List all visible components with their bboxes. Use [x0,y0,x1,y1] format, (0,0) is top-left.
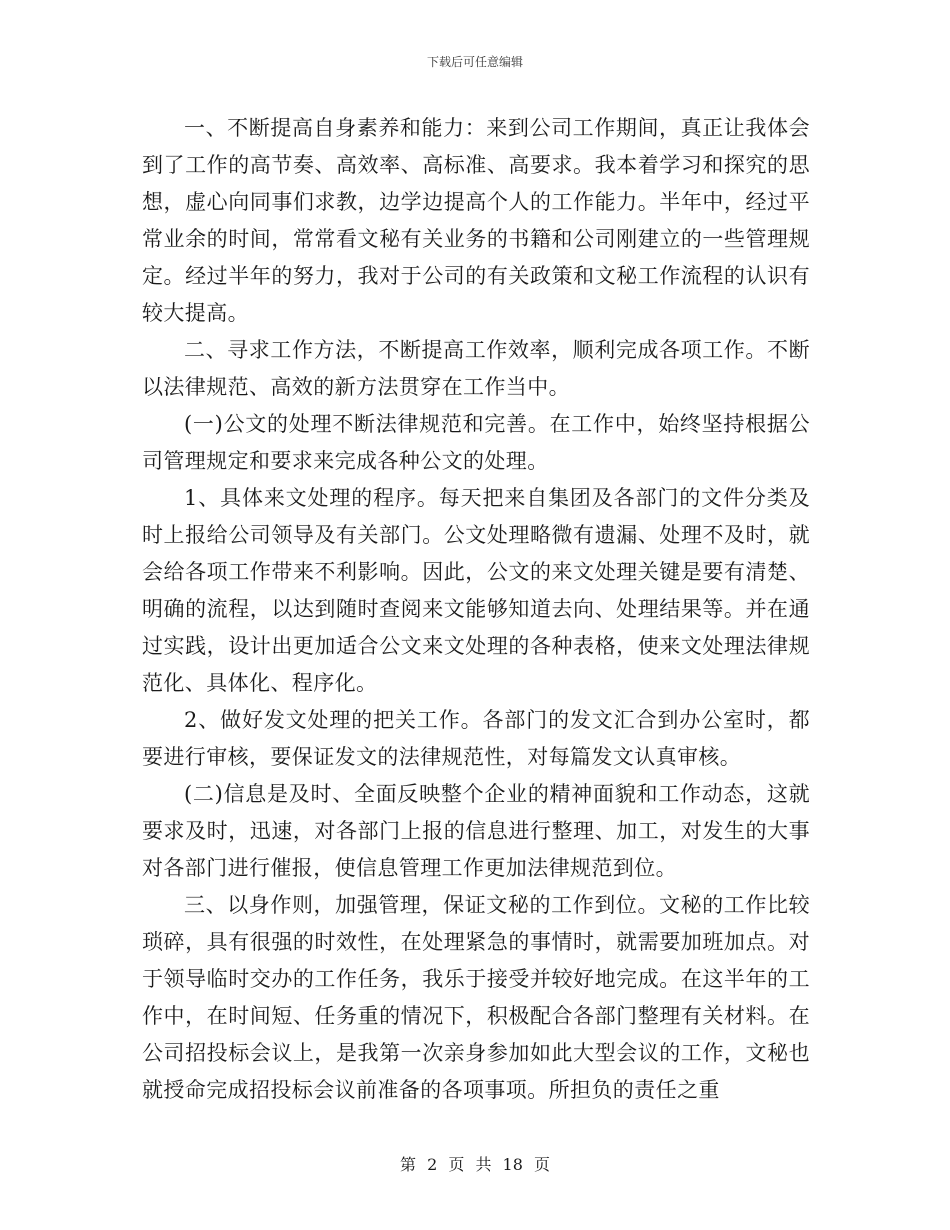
document-body [142,110,810,1109]
paragraph-information: (二)信息是及时、全面反映整个企业的精神面貌和工作动态，这就要求及时，迅速，对各部门上报的信息进行整理、加工，对发生的大事对各部门进行催报，使信息管理工作更加法律规范到位。 [142,782,810,880]
paragraph-incoming-documents: 1、具体来文处理的程序。每天把来自集团及各部门的文件分类及时上报给公司领导及有关部门。公文处理略微有遗漏、处理不及时，就会给各项工作带来不利影响。因此，公文的来文处理关键是要有清楚、明确的流程，以达到随时查阅来文能够知道去向、处理结果等。并在通过实践，设计出更加适合公文来文处理的各种表格，使来文处理法律规范化、具体化、程序化。 [142,486,810,695]
paragraph-self-improvement: 一、不断提高自身素养和能力：来到公司工作期间，真正让我体会到了工作的高节奏、高效率、高标准、高要求。我本着学习和探究的思想，虚心向同事们求教，边学边提高个人的工作能力。半年中，经过平常业余的时间，常常看文秘有关业务的书籍和公司刚建立的一些管理规定。经过半年的努力，我对于公司的有关政策和文秘工作流程的认识有较大提高。 [142,116,810,325]
paragraph-outgoing-documents: 2、做好发文处理的把关工作。各部门的发文汇合到办公室时，都要进行审核，要保证发文的法律规范性，对每篇发文认真审核。 [142,708,810,769]
paragraph-document-handling: (一)公文的处理不断法律规范和完善。在工作中，始终坚持根据公司管理规定和要求来完成各种公文的处理。 [142,412,810,473]
page-header: 下载后可任意编辑 [426,55,523,69]
page-number-footer: 第 2 页 共 18 页 [400,1155,550,1174]
paragraph-work-methods: 二、寻求工作方法，不断提高工作效率，顺利完成各项工作。不断以法律规范、高效的新方法贯穿在工作当中。 [142,338,810,399]
paragraph-lead-by-example: 三、以身作则，加强管理，保证文秘的工作到位。文秘的工作比较琐碎，具有很强的时效性，在处理紧急的事情时，就需要加班加点。对于领导临时交办的工作任务，我乐于接受并较好地完成。在这半年的工作中，在时间短、任务重的情况下，积极配合各部门整理有关材料。在公司招投标会议上，是我第一次亲身参加如此大型会议的工作，文秘也就授命完成招投标会议前准备的各项事项。所担负的责任之重 [142,893,810,1102]
